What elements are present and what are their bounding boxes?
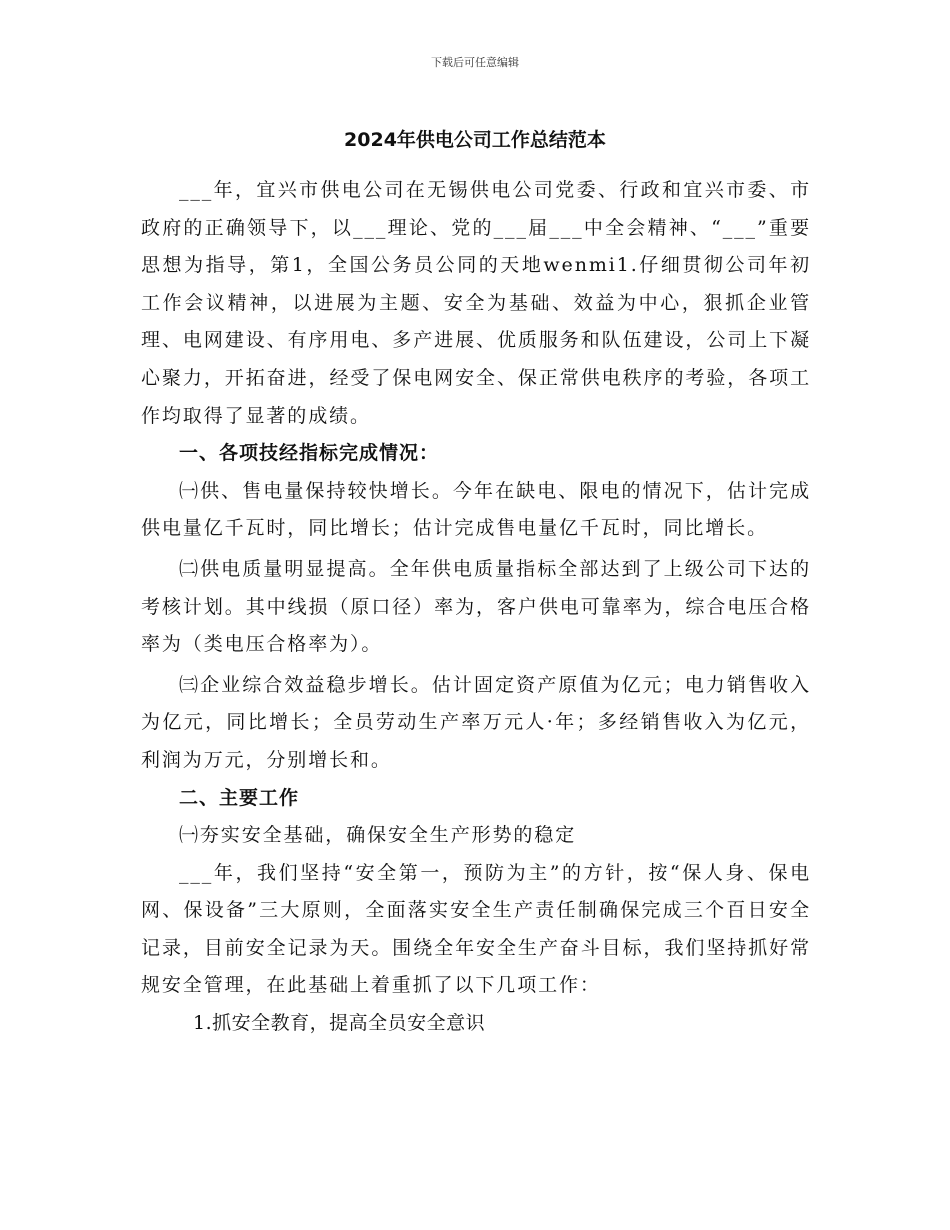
indicator-paragraph-2: ㈡供电质量明显提高。全年供电质量指标全部达到了上级公司下达的考核计划。其中线损（原口径）率为，客户供电可靠率为，综合电压合格率为（类电压合格率为）。 — [141, 557, 811, 656]
sub-item-1: 1.抓安全教育，提高全员安全意识 — [193, 1012, 486, 1035]
indicator-paragraph-1: ㈠供、售电量保持较快增长。今年在缺电、限电的情况下，估计完成供电量亿千瓦时，同比增长；估计完成售电量亿千瓦时，同比增长。 — [141, 479, 811, 540]
indicator-paragraph-3: ㈢企业综合效益稳步增长。估计固定资产原值为亿元；电力销售收入为亿元，同比增长；全员劳动生产率万元人·年；多经销售收入为亿元，利润为万元，分别增长和。 — [141, 673, 811, 771]
document-body — [141, 172, 811, 1043]
work-item-heading: ㈠夯实安全基础，确保安全生产形势的稳定 — [179, 824, 577, 847]
safety-paragraph: ___年，我们坚持“安全第一，预防为主”的方针，按“保人身、保电网、保设备”三大原则，全面落实安全生产责任制确保完成三个百日安全记录，目前安全记录为天。围绕全年安全生产奋斗目标，我们坚持抓好常规安全管理，在此基础上着重抓了以下几项工作： — [141, 861, 811, 997]
document-title: 2024年供电公司工作总结范本 — [344, 129, 606, 151]
intro-paragraph: ___年，宜兴市供电公司在无锡供电公司党委、行政和宜兴市委、市政府的正确领导下，以___理论、党的___届___中全会精神、“___”重要思想为指导，第1，全国公务员公同的天地wenmi1.仔细贯彻公司年初工作会议精神，以进展为主题、安全为基础、效益为中心，狠抓企业管理、电网建设、有序用电、多产进展、优质服务和队伍建设，公司上下凝心聚力，开拓奋进，经受了保电网安全、保正常供电秩序的考验，各项工作均取得了显著的成绩。 — [141, 179, 811, 427]
header-note: 下载后可任意编辑 — [431, 56, 519, 69]
section-heading-1: 一、各项技经指标完成情况： — [179, 442, 440, 465]
section-heading-2: 二、主要工作 — [179, 786, 300, 809]
